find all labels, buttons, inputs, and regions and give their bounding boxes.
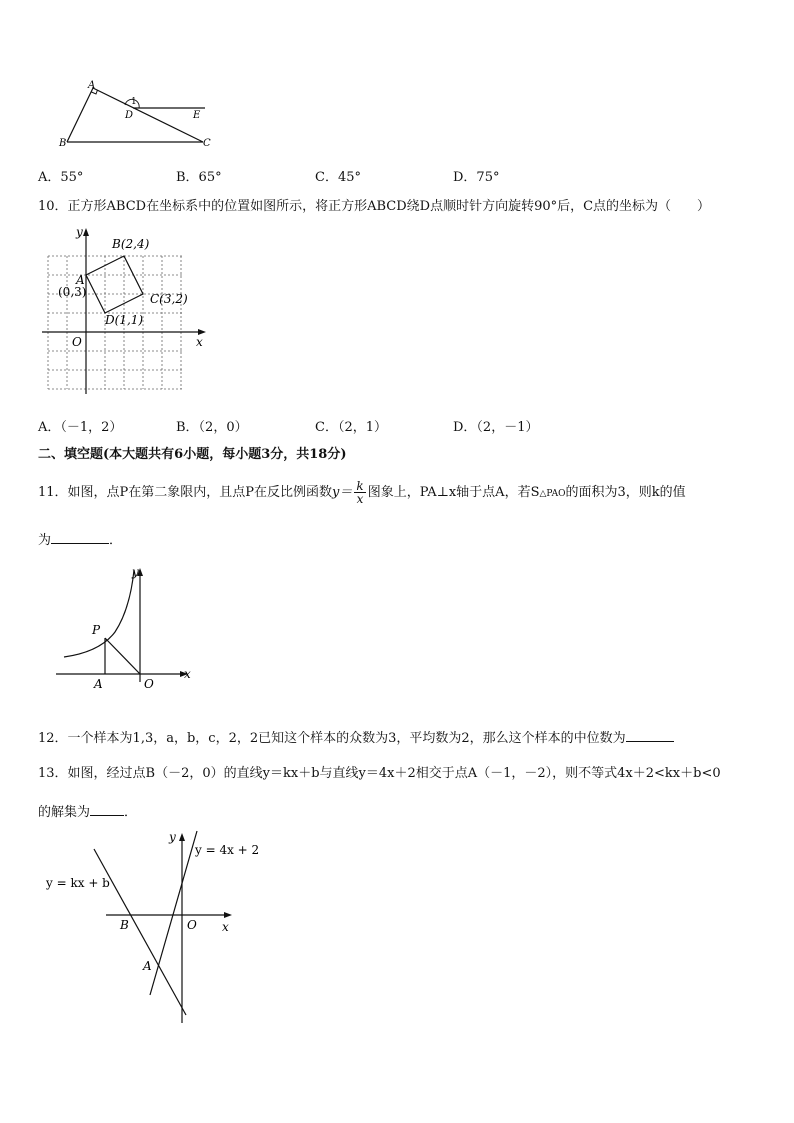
- q13-stem-end: ．: [124, 805, 138, 820]
- q11-func-lhs: y＝: [332, 485, 353, 500]
- q13-label-o: O: [187, 918, 197, 932]
- q10-label-y: y: [76, 225, 83, 239]
- q9-label-1: 1: [131, 97, 137, 107]
- q11-stem-end: ．: [109, 533, 123, 548]
- q9-figure: [55, 78, 215, 150]
- q10-label-c: C(3,2): [150, 292, 188, 306]
- q9-label-a: A: [88, 80, 96, 91]
- q11-segment-po: [105, 638, 140, 674]
- q11-answer-blank[interactable]: [51, 531, 109, 544]
- section-2-title: 二、填空题(本大题共有6小题，每小题3分，共18分): [38, 447, 347, 462]
- q11-frac-den: x: [356, 492, 364, 506]
- q11-figure: [52, 564, 202, 694]
- q13-answer-blank[interactable]: [90, 803, 124, 816]
- q13-label-x: x: [222, 920, 229, 934]
- q12-stem: [38, 729, 674, 747]
- q13-label-line1: y = 4x + 2: [195, 843, 260, 857]
- q9-option-c: C．45°: [315, 170, 361, 185]
- q10-stem: 10．正方形ABCD在坐标系中的位置如图所示，将正方形ABCD绕D点顺时针方向旋转90°后，C点的坐标为（ ）: [38, 199, 711, 214]
- q9-label-e: E: [193, 110, 201, 121]
- q10-label-x: x: [196, 335, 203, 349]
- q11-label-a: A: [94, 677, 103, 691]
- q13-figure: [40, 825, 270, 1030]
- q11-stem-line2-text: 为: [38, 533, 52, 548]
- q13-stem-line2-text: 的解集为: [38, 805, 91, 820]
- q9-option-d: D．75°: [453, 170, 500, 185]
- q13-line-kxb: [94, 849, 186, 1015]
- q11-stem-part1: 11．如图，点P在第二象限内，且点P在反比例函数: [38, 485, 333, 500]
- q10-label-o: O: [72, 335, 82, 349]
- q11-stem-line1: [38, 478, 686, 509]
- q11-subscript: △PAO: [539, 489, 566, 499]
- q13-x-arrow: [224, 912, 232, 918]
- q11-label-p: P: [92, 623, 101, 637]
- q10-figure: [38, 222, 218, 397]
- q11-frac-num: k: [356, 479, 364, 493]
- q13-label-y: y: [169, 830, 176, 844]
- q10-option-d: D．（2，－1）: [453, 420, 539, 435]
- q9-option-b: B．65°: [176, 170, 222, 185]
- q10-square-abcd: [86, 256, 143, 313]
- q11-label-x: x: [184, 667, 191, 681]
- q11-stem-line2: [38, 531, 122, 549]
- q13-label-line2: y = kx + b: [46, 876, 110, 890]
- q10-label-a: A: [76, 273, 85, 287]
- q13-label-b: B: [120, 918, 129, 932]
- q13-label-a: A: [143, 959, 152, 973]
- q10-option-b: B．（2，0）: [176, 420, 248, 435]
- q10-option-c: C．（2，1）: [315, 420, 387, 435]
- q11-stem-part2: 图象上，PA⊥x轴于点A，若S: [367, 485, 540, 500]
- q9-line-ac: [93, 88, 203, 142]
- q11-fraction: [354, 480, 365, 505]
- q9-label-d: D: [125, 110, 134, 121]
- q13-y-arrow: [179, 833, 185, 841]
- q10-label-a-coord: (0,3): [58, 285, 87, 299]
- q10-label-d: D(1,1): [105, 313, 144, 327]
- q10-option-a: A．（－1，2）: [38, 420, 123, 435]
- q12-answer-blank[interactable]: [626, 729, 674, 742]
- q13-stem-line2: [38, 803, 137, 821]
- q11-label-o: O: [144, 677, 154, 691]
- q11-label-y: y: [132, 565, 139, 579]
- q9-line-ab: [67, 88, 93, 142]
- q9-label-b: B: [59, 138, 67, 149]
- q9-label-c: C: [203, 138, 211, 149]
- q13-stem-line1: 13．如图，经过点B（－2，0）的直线y＝kx＋b与直线y＝4x＋2相交于点A（－1，－2），则不等式4x＋2<kx＋b<0: [38, 766, 721, 781]
- q11-hyperbola-curve: [64, 570, 134, 657]
- q9-option-a: A．55°: [38, 170, 84, 185]
- q10-label-b: B(2,4): [112, 237, 150, 251]
- q11-stem-part3: 的面积为3，则k的值: [565, 485, 686, 500]
- q12-stem-text: 12．一个样本为1,3，a，b，c，2，2已知这个样本的众数为3，平均数为2，那么这个样本的中位数为: [38, 731, 626, 746]
- q13-line-4x2: [150, 831, 197, 995]
- q10-y-arrow: [83, 228, 89, 236]
